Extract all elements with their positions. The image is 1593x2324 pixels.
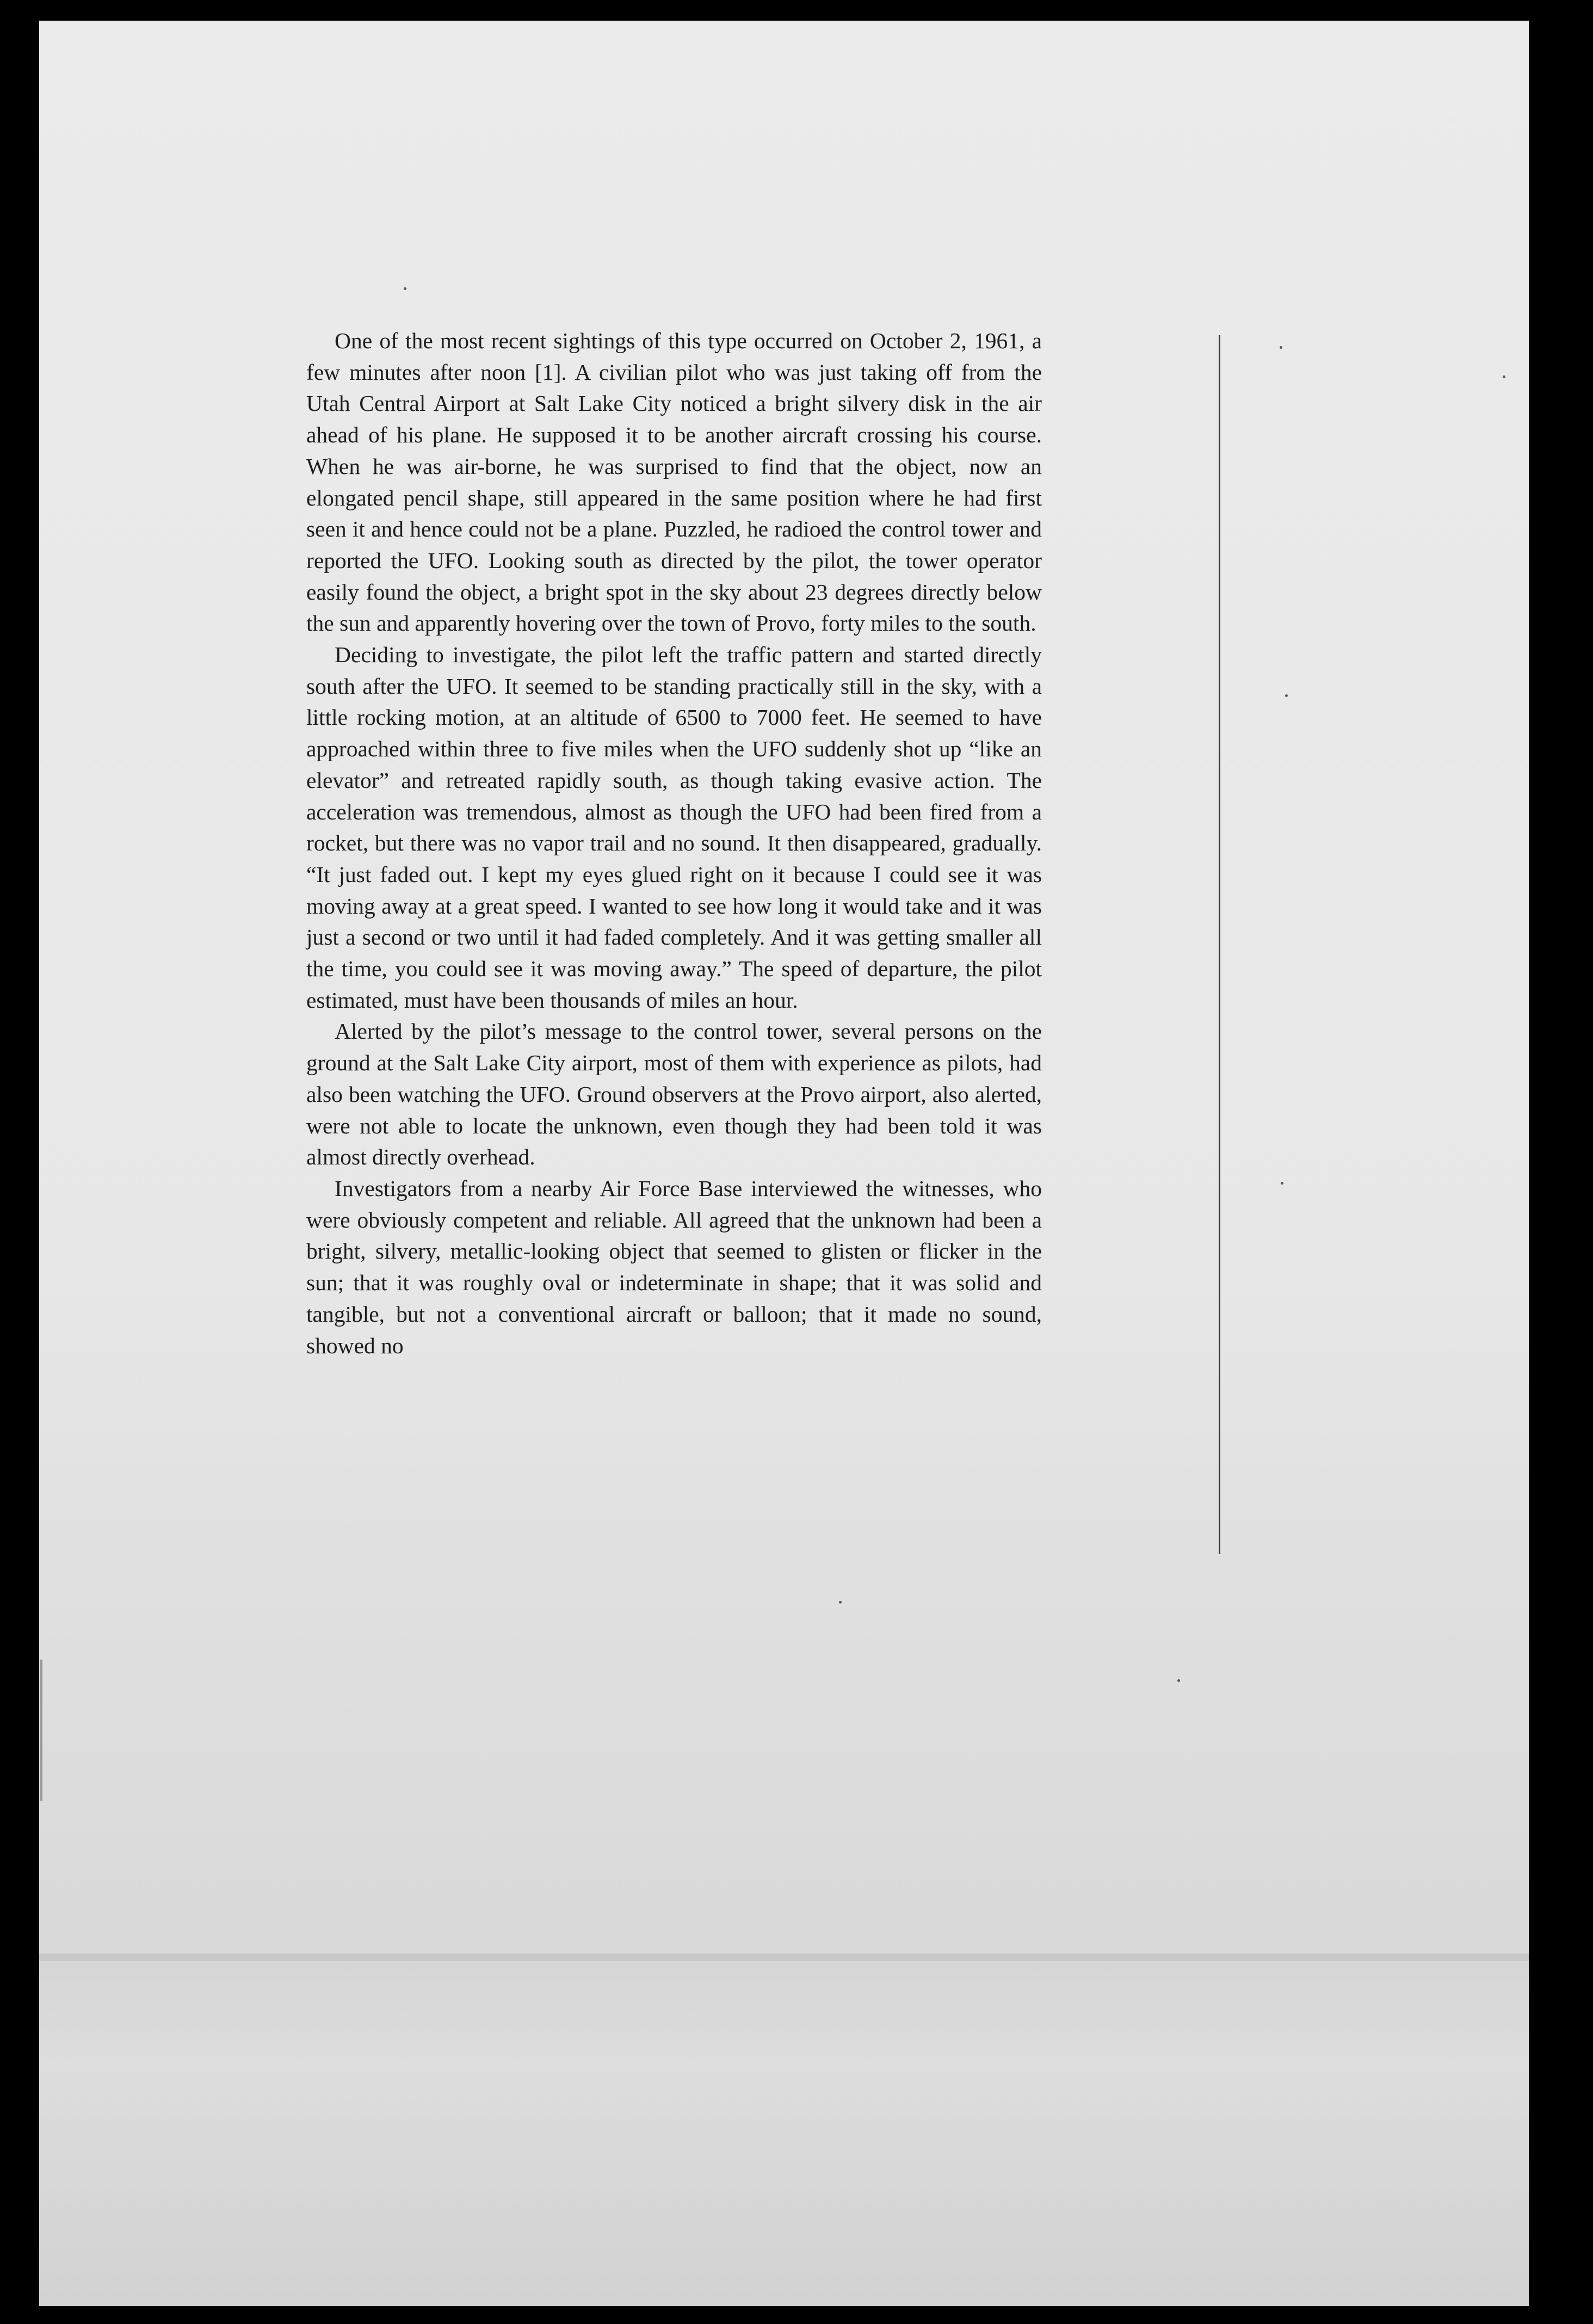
- paragraph: Alerted by the pilot’s message to the control tower, several persons on the ground at the Salt Lake City airport, most of them with experience as pilots, had also been watching the UFO. Ground observers at the Provo airport, also alerted, were not able to locate the unknown, even though they had been told it was almost directly overhead.: [306, 1019, 1042, 1170]
- dust-speck: [839, 1601, 842, 1604]
- paper-lower-area: [39, 1961, 1529, 2306]
- margin-rule: [1219, 335, 1220, 1554]
- paper-edge: [39, 1953, 1529, 1961]
- dust-speck: [1281, 1182, 1283, 1185]
- dust-speck: [1280, 346, 1282, 349]
- paragraph: Investigators from a nearby Air Force Base interviewed the witnesses, who were obviously competent and reliable. All agreed that the unknown had been a bright, silvery, metallic-looking object that seemed to glisten or flicker in the sun; that it was roughly oval or indeterminate in shape; that it was solid and tangible, but not a conventional aircraft or balloon; that it made no sound, showed no: [306, 1175, 1042, 1358]
- paragraph: One of the most recent sightings of this type occurred on October 2, 1961, a few minutes after noon [1]. A civilian pilot who was just taking off from the Utah Central Airport at Salt Lake City noticed a bright silvery disk in the air ahead of his plane. He supposed it to be another aircraft crossing his course. When he was air-borne, he was surprised to find that the object, now an elongated pencil shape, still appeared in the same position where he had first seen it and hence could not be a plane. Puzzled, he radioed the control tower and reported the UFO. Looking south as directed by the pilot, the tower operator easily found the object, a bright spot in the sky about 23 degrees directly below the sun and apparently hovering over the town of Provo, forty miles to the south.: [306, 328, 1042, 636]
- dust-speck: [1503, 375, 1505, 378]
- paragraph: Deciding to investigate, the pilot left the traffic pattern and started directly south after the UFO. It seemed to be standing practically still in the sky, with a little rocking motion, at an altitude of 6500 to 7000 feet. He seemed to have approached within three to five miles when the UFO suddenly shot up “like an elevator” and retreated rapidly south, as though taking evasive action. The acceleration was tremendous, almost as though the UFO had been fired from a rocket, but there was no vapor trail and no sound. It then disappeared, gradually. “It just faded out. I kept my eyes glued right on it because I could see it was moving away at a great speed. I wanted to see how long it would take and it was just a second or two until it had faded completely. And it was getting smaller all the time, you could see it was moving away.” The speed of departure, the pilot estimated, must have been thousands of miles an hour.: [306, 642, 1042, 1013]
- dust-speck: [1285, 694, 1288, 697]
- dust-speck: [404, 287, 406, 290]
- body-text: [306, 325, 1042, 1361]
- dust-speck: [1177, 1679, 1180, 1682]
- film-scratch: [40, 1660, 42, 1801]
